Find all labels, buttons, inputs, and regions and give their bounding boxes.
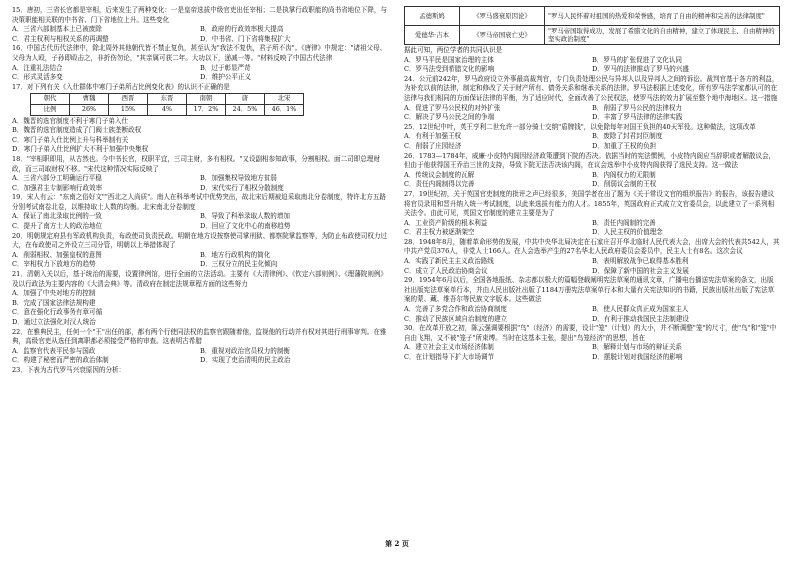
answer-option: C．罗马法受到希腊文化的影响 [404,65,495,74]
answer-option: C．形式灵活多变 [12,73,63,82]
answer-option-row [12,64,388,74]
answer-option: C．在计划指导下扩大市场调节 [404,353,495,361]
answer-option: D．宋代实行了相权分散制度 [200,183,284,192]
question-text: 29．1954年6月以后，全国各地报纸、杂志都以极大的篇幅登载阐明宪法草案的通讯文章，广播电台播送宪法草案的条文，出版社出版宪法草案单行本，并由人民出版社出版了1184万册宪法草案单行本和大量有关宪法知识的书籍，民族出版社出版了宪法草案的蒙、藏、维吾尔等民族文字版本。这些做法 [404,276,775,304]
answer-option-row [12,347,388,357]
answer-option: B．内阁权力的无限制 [592,170,656,179]
question-text: 27．19世纪初，关于英国官吏制度的批评之声已经很多，美国学者在出了题为《关于常设文官的组织报告》的报告，该报告建议将官员录用和晋升纳入统一考试制度，以此来选拔有能力的人才。1855年，英国政府正式成立文官委员会，以此建立了一系列相关法令。由此可见，英国文官制度的建立主要是为了 [404,189,775,218]
question-text: 据此可知，两位学者的共同认识是 [404,46,503,54]
answer-option: D．加重了王权的负担 [592,141,657,150]
table-cell: 46．1% [265,104,304,115]
answer-option-row [404,56,780,66]
answer-option: A．三省六部制基本上已被废除 [12,25,102,34]
answer-option: C．君主权力被逐渐架空 [404,228,475,237]
answer-option: A．有利于加强王权 [404,132,462,141]
answer-option: B．地方行政机构的简化 [200,250,271,259]
question-text: 24．公元前242年，罗马政府设立外事最高裁判官，专门负责处理公民与异邦人以及异邦人之间的诉讼。裁判官基于各方的利益，为补充以前的法律，制定和修改了关于财产所有、债务关系和继承关系的法律。罗马法根据上述变化，所有罗马法学家都认可的在法律与我们相同的方面保证法律的平衡，为了适应时代，全面改善了公民权法，使罗马法的效力扩展至整个地中海地区。这一措施 [404,74,779,102]
question-text: 28．1948年8月，随着革命形势的发展，中共中央华北局决定在石家庄召开华北临时人民代表大会，出席大会的代表共542人，其中共产党员376人，非党人士166人。在人会选举产生的27名华北人民政府委员会委员中，民主人士有8名。这次会议 [404,237,780,256]
answer-option-row [404,104,780,114]
table-row [405,7,780,26]
answer-option-row [12,184,388,194]
answer-option: D．寒门子弟入仕比例扩大不利于加强中央集权 [12,145,149,154]
answer-option: A．完善了多党合作和政治协商制度 [404,305,507,314]
answer-option: A．罗马平民是国家治理的主体 [404,55,494,64]
answer-option: B．魏晋的选官制度造成了门阀士族垄断政权 [12,126,142,135]
answer-option: B．使人民群众真正成为国家主人 [592,305,689,314]
answer-option: A．保证了南北录取比例的一致 [12,212,102,221]
answer-option: B．罗马的扩张促进了文化认同 [592,55,682,64]
table-cell: 4% [148,104,187,115]
question-text: 19．宋人有云："东南之俗好文""西北之人尚质"。南人在科举考试中优势突出，故北宋后期被迫采取南北分卷制度，特许北方五路分别考试南卷北卷，以维持取士人数的均衡。北宋南北分卷制度 [12,193,386,211]
table-cell: 朝代 [31,94,70,105]
answer-option: D．中书省、门下省将集权扩大 [200,34,291,43]
question-text: 17．对下列有关《入仕群体中寒门子弟所占比例变化表》的认识不正确的是 [12,82,230,91]
answer-option: D．回应了文化中心的南移趋势 [200,222,291,231]
table-cell: 17．2% [187,104,226,115]
answer-option: B．表明解放战争已取得基本胜利 [592,257,689,266]
answer-option-row [12,356,388,366]
answer-option-row [404,305,780,315]
question-text: 20．明朝规定府县有军政机构负责，布政使司负责民政。明朝在地方设按察使司掌刑狱、都察院掌监察等，为防止布政使司权力过大，在布政使司之外设立三司分管，明朝以上举措体现了 [12,231,387,250]
table-cell: 北宋 [265,94,304,105]
left-column [12,6,388,376]
answer-option: A．促进了罗马公民权的对外扩张 [404,103,501,112]
answer-option-row [404,343,780,353]
table-cell: 曹魏 [70,94,109,105]
table-cell: 26% [70,104,109,115]
answer-option: C．宰相权力下放地方的趋势 [12,260,96,269]
table-cell: 15% [109,104,148,115]
answer-option: D．削弱议会制的王权 [592,180,657,189]
table-cell: 24．5% [226,104,265,115]
answer-option: A．注重礼法结合 [12,63,63,72]
answer-option-row [12,35,388,45]
question-text: 25．12世纪中叶，英王亨利二世允许一部分骑士交纳"盾牌钱"，以免除每年对国王负担的40天军役。这种做法，这项改革 [404,122,756,131]
answer-option: D．三权分立的民主化倾向 [200,260,278,269]
answer-option: B．重视对政治官员权力的制衡 [200,346,290,355]
table-cell: 唐 [226,94,265,105]
table-cell: 爱德华·吉本 [405,26,460,45]
answer-option: D．人民主权的价值理念 [592,228,663,237]
question-text: 15．唐初，三省长官都是宰相，后来发生了两种变化：一是皇帝选拔中级官吏出任宰相；二是执掌行政职能的尚书省地位下降，与决策职能相关联的中书省、门下省地位上升。这些变化 [12,6,387,24]
answer-option-row [404,142,780,152]
answer-option: D．罗马的法律推动了罗马的兴盛 [592,65,689,74]
answer-option-row [404,267,780,277]
answer-option: D．维护公平正义 [200,73,252,82]
answer-option: C．构建了秘密而严密的政治体制 [12,356,109,365]
answer-option: C．成立了人民政治协商会议 [404,266,488,275]
answer-option: A．监察官代表平民参与国政 [12,346,96,355]
answer-option: C．提升了南方士人的政治地位 [12,222,103,231]
answer-option: A．传统议会制度的瓦解 [404,170,475,179]
answer-option: A．工业资产阶级的根本利益 [404,218,488,227]
answer-option: C．推动了民族区域自治制度的建立 [404,314,508,323]
answer-option: A．实践了新民主主义政治路线 [404,257,494,266]
answer-option: D．实现了吏治清明的民主政治 [200,356,291,365]
answer-option: B．完成了国家法律法规构建 [12,298,96,307]
answer-option-row [12,73,388,83]
answer-option: C．解决了罗马公民之间的争端 [404,113,495,122]
answer-option-row [404,65,780,75]
table-cell: 南朝 [187,94,226,105]
ratio-table [30,93,304,115]
table-cell: "罗马帝国取得成功，发展了希腊文化的自由精神，建立了体现民主、自由精神的坚实政治制度" [545,26,780,45]
question-text: 23．下表为古代罗马兴衰原因的分析： [12,365,126,374]
answer-option: B．责任内阁制的完善 [592,218,656,227]
answer-option: C．寒门子弟入仕比例上升与科举制有关 [12,135,129,144]
answer-option: A．建立社会主义市场经济体制 [404,343,494,352]
rome-analysis-table [404,6,780,45]
table-cell: 《罗马盛衰原因论》 [460,7,545,26]
table-cell: 西晋 [109,94,148,105]
answer-option: D．摆脱计划对我国经济的影响 [592,353,683,361]
answer-option-row [12,222,388,232]
answer-option-row [12,212,388,222]
answer-option-row [404,257,780,267]
table-cell: 孟德斯鸠 [405,7,460,26]
answer-option: C．意在强化行政事务有章可循 [12,308,103,317]
answer-option-row [404,171,780,181]
answer-option-row [404,315,780,325]
answer-option-row [404,219,780,229]
answer-option: B．削弱了罗马公民的法律权力 [592,103,682,112]
answer-option-row [12,174,388,184]
question-text: 26．1783—1784年，威廉·小皮特内阁因经济政策遭到下院的否决。依据当时的宪法惯例，小皮特内阁应当辞职或者解散议会，但由于他获得国王乔治三世的支持，导致下院无法否决该内阁，在议会选举中小皮特内阁获得了选民支持。这一做法 [404,151,776,170]
question-text: 30．在改革开放之初，陈云强调要根据"鸟"（经济）的需要，设计"笼"（计划）的大小，并不断调整"笼"的尺寸，使"鸟"和"笼"中自由飞翔，又不被"笼子"所束缚。当时在这基本主张，提出"鸟笼经济"的思想，旨在 [404,324,777,342]
table-cell: "罗马人民怀着对祖国的热爱和荣誉感，培育了自由的精神和完善的法律制度" [545,7,780,26]
table-row [31,104,304,115]
answer-option: C．责任内阁制得以完善 [404,180,475,189]
answer-option: D．保障了新中国的社会主义发展 [592,266,689,275]
answer-option-row [404,180,780,190]
answer-option: C．加强君主专制影响行政效率 [12,183,103,192]
answer-option-row [404,113,780,123]
answer-option: B．过于彰显严苛 [200,63,251,72]
answer-option: B．废除了封君封臣制度 [592,132,663,141]
table-row [405,26,780,45]
answer-option: A．加强了中央对地方的控制 [12,289,96,298]
answer-option: A．削弱相权、加强皇权的意图 [12,250,102,259]
answer-option: B．加强集权导致地方贫弱 [200,174,277,183]
table-cell: 比例 [31,104,70,115]
answer-option-row [404,353,780,363]
answer-option: D．通过立法强化对汉人统治 [12,318,96,326]
answer-option-row [12,25,388,35]
answer-option: A．三省六部分工明确运行平稳 [12,174,102,183]
answer-option: D．丰富了罗马法律的法律实践 [592,113,683,122]
answer-option: B．导致了科举录取人数的增加 [200,212,290,221]
question-text: 21．清朝入关以后，基于统治的需要，设置律例馆，进行全面的立法活动。主要有《大清律例》、《钦定六部则例》、《理藩院则例》及以行政法为主要内容的《大清会典》等。清政府在制定法规章程方面的这些努力 [12,270,387,288]
answer-option: B．政府的行政效率极大提高 [200,25,284,34]
answer-option-row [404,228,780,238]
answer-option: B．解释计划与市场的辩证关系 [592,343,682,352]
answer-option: C．君主权利与相权关系的再调整 [12,34,109,43]
table-cell: 《罗马帝国衰亡史》 [460,26,545,45]
question-text: 16．中国古代历代法律中，除北周外其他朝代皆不禁止复仇，甚至认为"我法不复仇，君子所不齿"。《唐律》中规定："诸祖父母、父母为人殴，子孙即殴击之，非折伤勿论，"其亲属可获二年。大功以下，递减一等。"材料反映了中国古代法律 [12,44,387,62]
page-number: 第 2 页 [385,539,409,548]
question-text: 18．"宰相职即用，从古然也。今中书长官，权职平宜，三司主财，多有相权。"又设副相参知政事，分割相权。面二司即总理财政，而三司取财权不移。"宋代这种情况实际反映了 [12,154,380,173]
answer-option: C．削弱了庄园经济 [404,141,462,150]
question-text: 22．在雅典民主，任何一个"王"出任的部，都有两个行使同法权的监察官跟随着他，监视他的行动并有权对其进行刑事审判。在雅典，高级官吏从选任到离职都必须接受严格的审查。这表明古希腊 [12,327,387,346]
right-column [404,6,780,363]
table-cell: 东晋 [148,94,187,105]
answer-option: D．有利于推动我国民主法制建设 [592,314,689,323]
answer-option-row [12,260,388,270]
answer-option: A．魏晋的选官制度不利于寒门子弟入仕 [12,116,129,125]
answer-option-row [404,132,780,142]
answer-option-row [12,251,388,261]
table-row [31,94,304,105]
